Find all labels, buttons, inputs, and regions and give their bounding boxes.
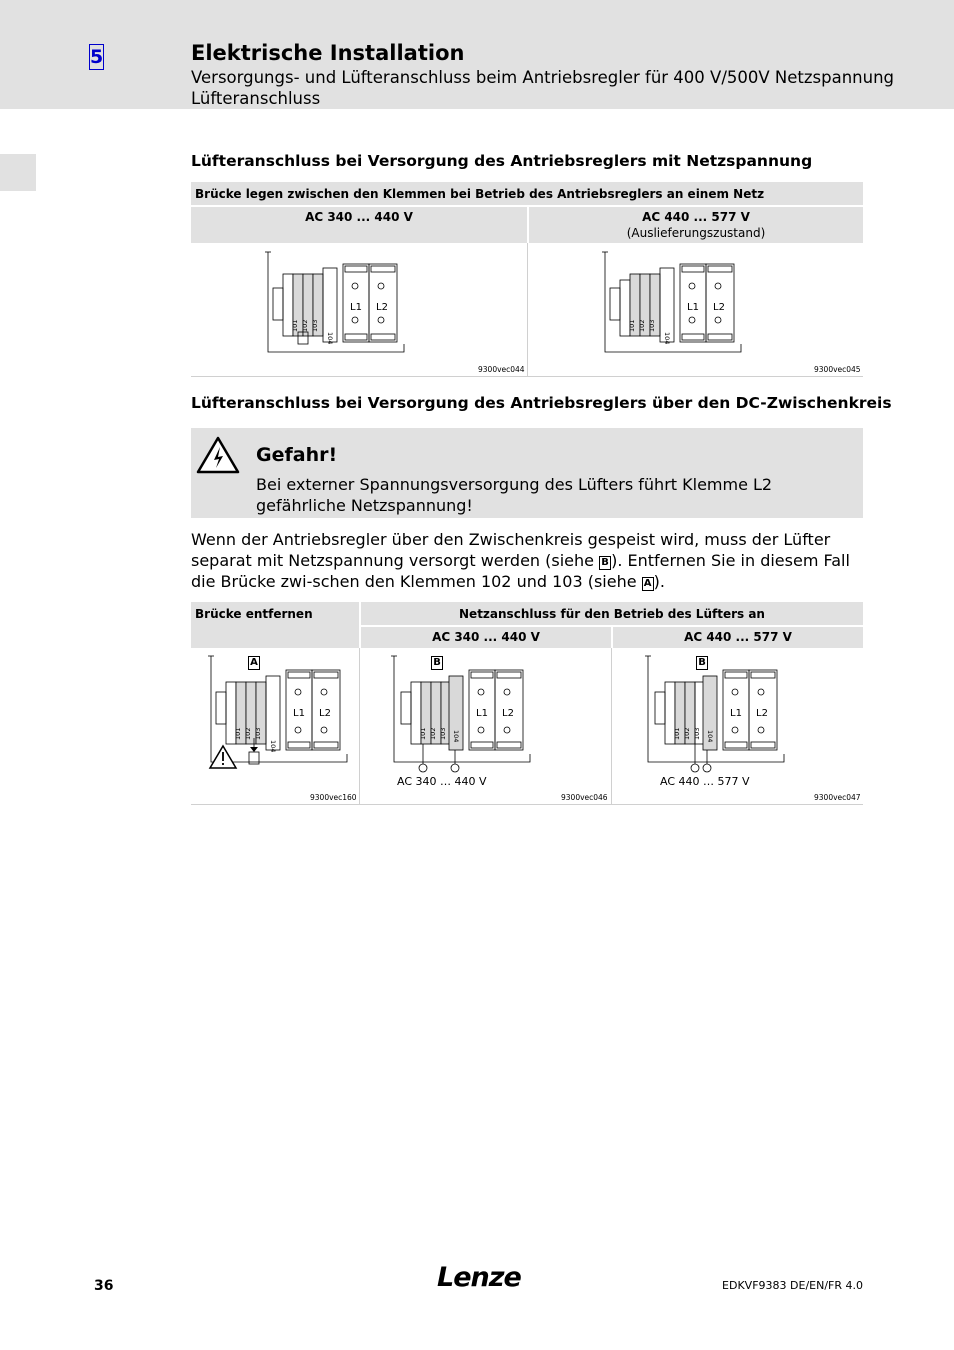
wiring-diagram-044 [260, 248, 410, 358]
terminal-103-3: 103 [254, 727, 262, 740]
section-heading-2: Lüfteranschluss bei Versorgung des Antriebsreglers über den DC-Zwischenkreis [191, 394, 892, 412]
terminal-102-5: 102 [683, 727, 691, 740]
table2-body-divider-1 [359, 648, 360, 804]
terminal-104-1: 104 [326, 332, 334, 345]
terminal-103-4: 103 [439, 727, 447, 740]
terminal-101-3: 101 [234, 727, 242, 740]
label-b2: B [696, 656, 708, 670]
paragraph-text-3: ). [653, 572, 665, 591]
table2-sub1-header: AC 340 ... 440 V [432, 630, 540, 644]
paragraph-text-2: ). Entfernen Sie in diesem Fall die Brücke zwi-schen den Klemmen 102 und 103 (siehe [191, 551, 850, 591]
wiring-diagram-160 [203, 652, 353, 772]
danger-text: Bei externer Spannungsversorgung des Lüfters führt Klemme L2 gefährliche Netzspannung! [256, 475, 773, 515]
table1-col1-header: AC 340 ... 440 V [305, 210, 413, 224]
table2-col2-header: Netzanschluss für den Betrieb des Lüfters an [459, 607, 765, 621]
table2-body-divider-2 [611, 648, 612, 804]
figure-code-045: 9300vec045 [814, 365, 861, 374]
figure-code-046: 9300vec046 [561, 793, 608, 802]
terminal-104-3: 104 [269, 740, 277, 753]
wiring-diagram-047 [640, 652, 790, 777]
lenze-logo: Lenze [437, 1262, 521, 1293]
terminal-102-4: 102 [429, 727, 437, 740]
l1-label-4: L1 [476, 708, 488, 719]
chapter-number-link[interactable]: 5 [90, 46, 104, 68]
wiring-diagram-046 [386, 652, 536, 777]
table2-bottom-line [191, 804, 863, 805]
label-a: A [248, 656, 260, 670]
table2-sub2-header: AC 440 ... 577 V [684, 630, 792, 644]
table1-col2-note: (Auslieferungszustand) [626, 226, 766, 240]
ref-a-link[interactable]: A [642, 577, 654, 591]
l1-label-5: L1 [730, 708, 742, 719]
l1-label-1: L1 [350, 302, 362, 313]
voltage-label-1: AC 340 … 440 V [397, 775, 487, 788]
terminal-101-2: 101 [628, 319, 636, 332]
terminal-104-5: 104 [706, 730, 714, 743]
l2-label-5: L2 [756, 708, 768, 719]
l1-label-2: L1 [687, 302, 699, 313]
ref-b-link[interactable]: B [599, 556, 611, 570]
figure-code-047: 9300vec047 [814, 793, 861, 802]
wiring-diagram-045 [597, 248, 747, 358]
table1-body-divider [527, 243, 528, 376]
terminal-101-4: 101 [419, 727, 427, 740]
l2-label-1: L2 [376, 302, 388, 313]
side-tab-marker [0, 154, 36, 191]
document-reference: EDKVF9383 DE/EN/FR 4.0 [722, 1279, 863, 1292]
terminal-102-1: 102 [301, 319, 309, 332]
l2-label-2: L2 [713, 302, 725, 313]
table1-col2-header: AC 440 ... 577 V [642, 210, 750, 224]
terminal-103-1: 103 [311, 319, 319, 332]
page-number: 36 [94, 1278, 114, 1294]
table2-col1-header: Brücke entfernen [195, 607, 313, 621]
label-b1: B [431, 656, 443, 670]
terminal-104-4: 104 [452, 730, 460, 743]
figure-code-160: 9300vec160 [310, 793, 357, 802]
danger-title: Gefahr! [256, 444, 338, 466]
terminal-102-3: 102 [244, 727, 252, 740]
terminal-103-5: 103 [693, 727, 701, 740]
figure-code-044: 9300vec044 [478, 365, 525, 374]
table1-bottom-line [191, 376, 863, 377]
l2-label-3: L2 [319, 708, 331, 719]
l2-label-4: L2 [502, 708, 514, 719]
paragraph-text-1: Wenn der Antriebsregler über den Zwischenkreis gespeist wird, muss der Lüfter separat mit Netzspannung versorgt werden (siehe [191, 530, 831, 570]
terminal-101-5: 101 [673, 727, 681, 740]
terminal-102-2: 102 [638, 319, 646, 332]
high-voltage-warning-icon [196, 436, 240, 474]
page-title: Elektrische Installation [191, 41, 465, 65]
body-paragraph [191, 529, 871, 592]
page-subtitle: Versorgungs- und Lüfteranschluss beim Antriebsregler für 400 V/500V Netzspannung [191, 68, 895, 87]
terminal-104-2: 104 [663, 332, 671, 345]
table1-header-divider [191, 205, 863, 207]
terminal-101-1: 101 [291, 319, 299, 332]
section-heading-1: Lüfteranschluss bei Versorgung des Antriebsreglers mit Netzspannung [191, 152, 813, 170]
page-header [0, 0, 954, 109]
terminal-103-2: 103 [648, 319, 656, 332]
l1-label-3: L1 [293, 708, 305, 719]
voltage-label-2: AC 440 … 577 V [660, 775, 750, 788]
table1-header: Brücke legen zwischen den Klemmen bei Betrieb des Antriebsreglers an einem Netz [195, 187, 765, 201]
danger-notice [191, 428, 863, 518]
page-subtitle-2: Lüfteranschluss [191, 89, 321, 108]
